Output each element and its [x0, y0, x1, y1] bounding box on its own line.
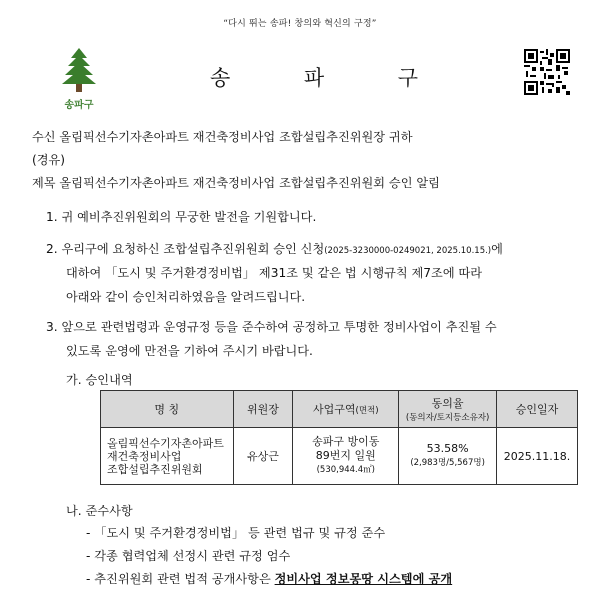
paragraph-2-line-3: 아래와 같이 승인처리하였음을 알려드립니다. — [66, 290, 306, 304]
recipient-line: 수신 올림픽선수기자촌아파트 재건축정비사업 조합설립추진위원장 귀하 — [32, 130, 413, 144]
header-area — [293, 391, 399, 428]
qr-code[interactable] — [524, 49, 570, 95]
header-consent-label: 동의율 — [431, 397, 464, 410]
paragraph-2-line-1 — [46, 240, 503, 257]
paragraph-3-line-1: 3. 앞으로 관련법령과 운영규정 등을 준수하여 공정하고 투명한 정비사업이 추진될 수 — [46, 320, 497, 334]
qr-code-icon — [524, 49, 570, 95]
header-area-label: 사업구역 — [313, 403, 356, 416]
rule-1: - 「도시 및 주거환경정비법」 등 관련 법규 및 규정 준수 — [86, 526, 386, 540]
paragraph-2-tail: 에 — [491, 242, 503, 256]
org-char-3: 구 — [397, 66, 420, 90]
section-compliance: 나. 준수사항 — [66, 504, 133, 518]
via-line: (경유) — [32, 153, 66, 167]
header-consent-sub: (동의자/토지등소유자) — [405, 413, 490, 423]
org-char-1: 송 — [210, 66, 233, 90]
cell-date: 2025.11.18. — [497, 428, 578, 485]
cell-name-line-2: 재건축정비사업 — [107, 449, 182, 463]
org-name — [210, 62, 420, 92]
logo-text: 송파구 — [64, 100, 94, 111]
header-date: 승인일자 — [497, 391, 578, 428]
cell-area-line-2: 89번지 일원 — [315, 449, 376, 462]
cell-area-size: (530,944.4㎡) — [316, 465, 375, 475]
header-name: 명 칭 — [101, 391, 234, 428]
org-char-2: 파 — [303, 66, 327, 90]
cell-area-line-1: 송파구 방이동 — [312, 435, 380, 448]
table-row — [101, 428, 578, 485]
rule-2: - 각종 협력업체 선정시 관련 규정 엄수 — [86, 549, 291, 563]
songpa-logo — [54, 44, 104, 110]
header-chair: 위원장 — [233, 391, 293, 428]
rule-3-text: - 추진위원회 관련 법적 공개사항은 — [86, 572, 275, 586]
paragraph-2-text: 2. 우리구에 요청하신 조합설립추진위원회 승인 신청 — [46, 242, 325, 256]
rule-3-emphasis: 정비사업 정보몽땅 시스템에 공개 — [274, 572, 453, 586]
application-reference: (2025-3230000-0249021, 2025.10.15.) — [324, 246, 492, 256]
slogan: “다시 뛰는 송파! 창의와 혁신의 구정” — [223, 19, 377, 29]
approval-table — [100, 390, 578, 485]
cell-consent-count: (2,983명/5,567명) — [410, 458, 485, 468]
cell-consent-rate: 53.58% — [426, 442, 469, 455]
rule-3 — [86, 570, 452, 587]
paragraph-1: 1. 귀 예비추진위원회의 무궁한 발전을 기원합니다. — [46, 210, 317, 224]
tree-logo-icon — [54, 44, 104, 94]
section-approval-details: 가. 승인내역 — [66, 373, 133, 387]
header-area-sub: (면적) — [355, 406, 379, 416]
cell-name-line-1: 올림픽선수기자촌아파트 — [107, 436, 224, 450]
cell-name — [101, 428, 234, 485]
subject-line: 제목 올림픽선수기자촌아파트 재건축정비사업 조합설립추진위원회 승인 알림 — [32, 176, 440, 190]
cell-name-line-3: 조합설립추진위원회 — [107, 462, 203, 476]
paragraph-2-line-2: 대하여 「도시 및 주거환경정비법」 제31조 및 같은 법 시행규칙 제7조에 따라 — [66, 266, 483, 280]
header-consent — [399, 391, 497, 428]
cell-consent — [399, 428, 497, 485]
paragraph-3-line-2: 있도록 운영에 만전을 기하여 주시기 바랍니다. — [66, 344, 313, 358]
cell-area — [293, 428, 399, 485]
cell-chair: 유상근 — [233, 428, 293, 485]
table-header-row — [101, 391, 578, 428]
